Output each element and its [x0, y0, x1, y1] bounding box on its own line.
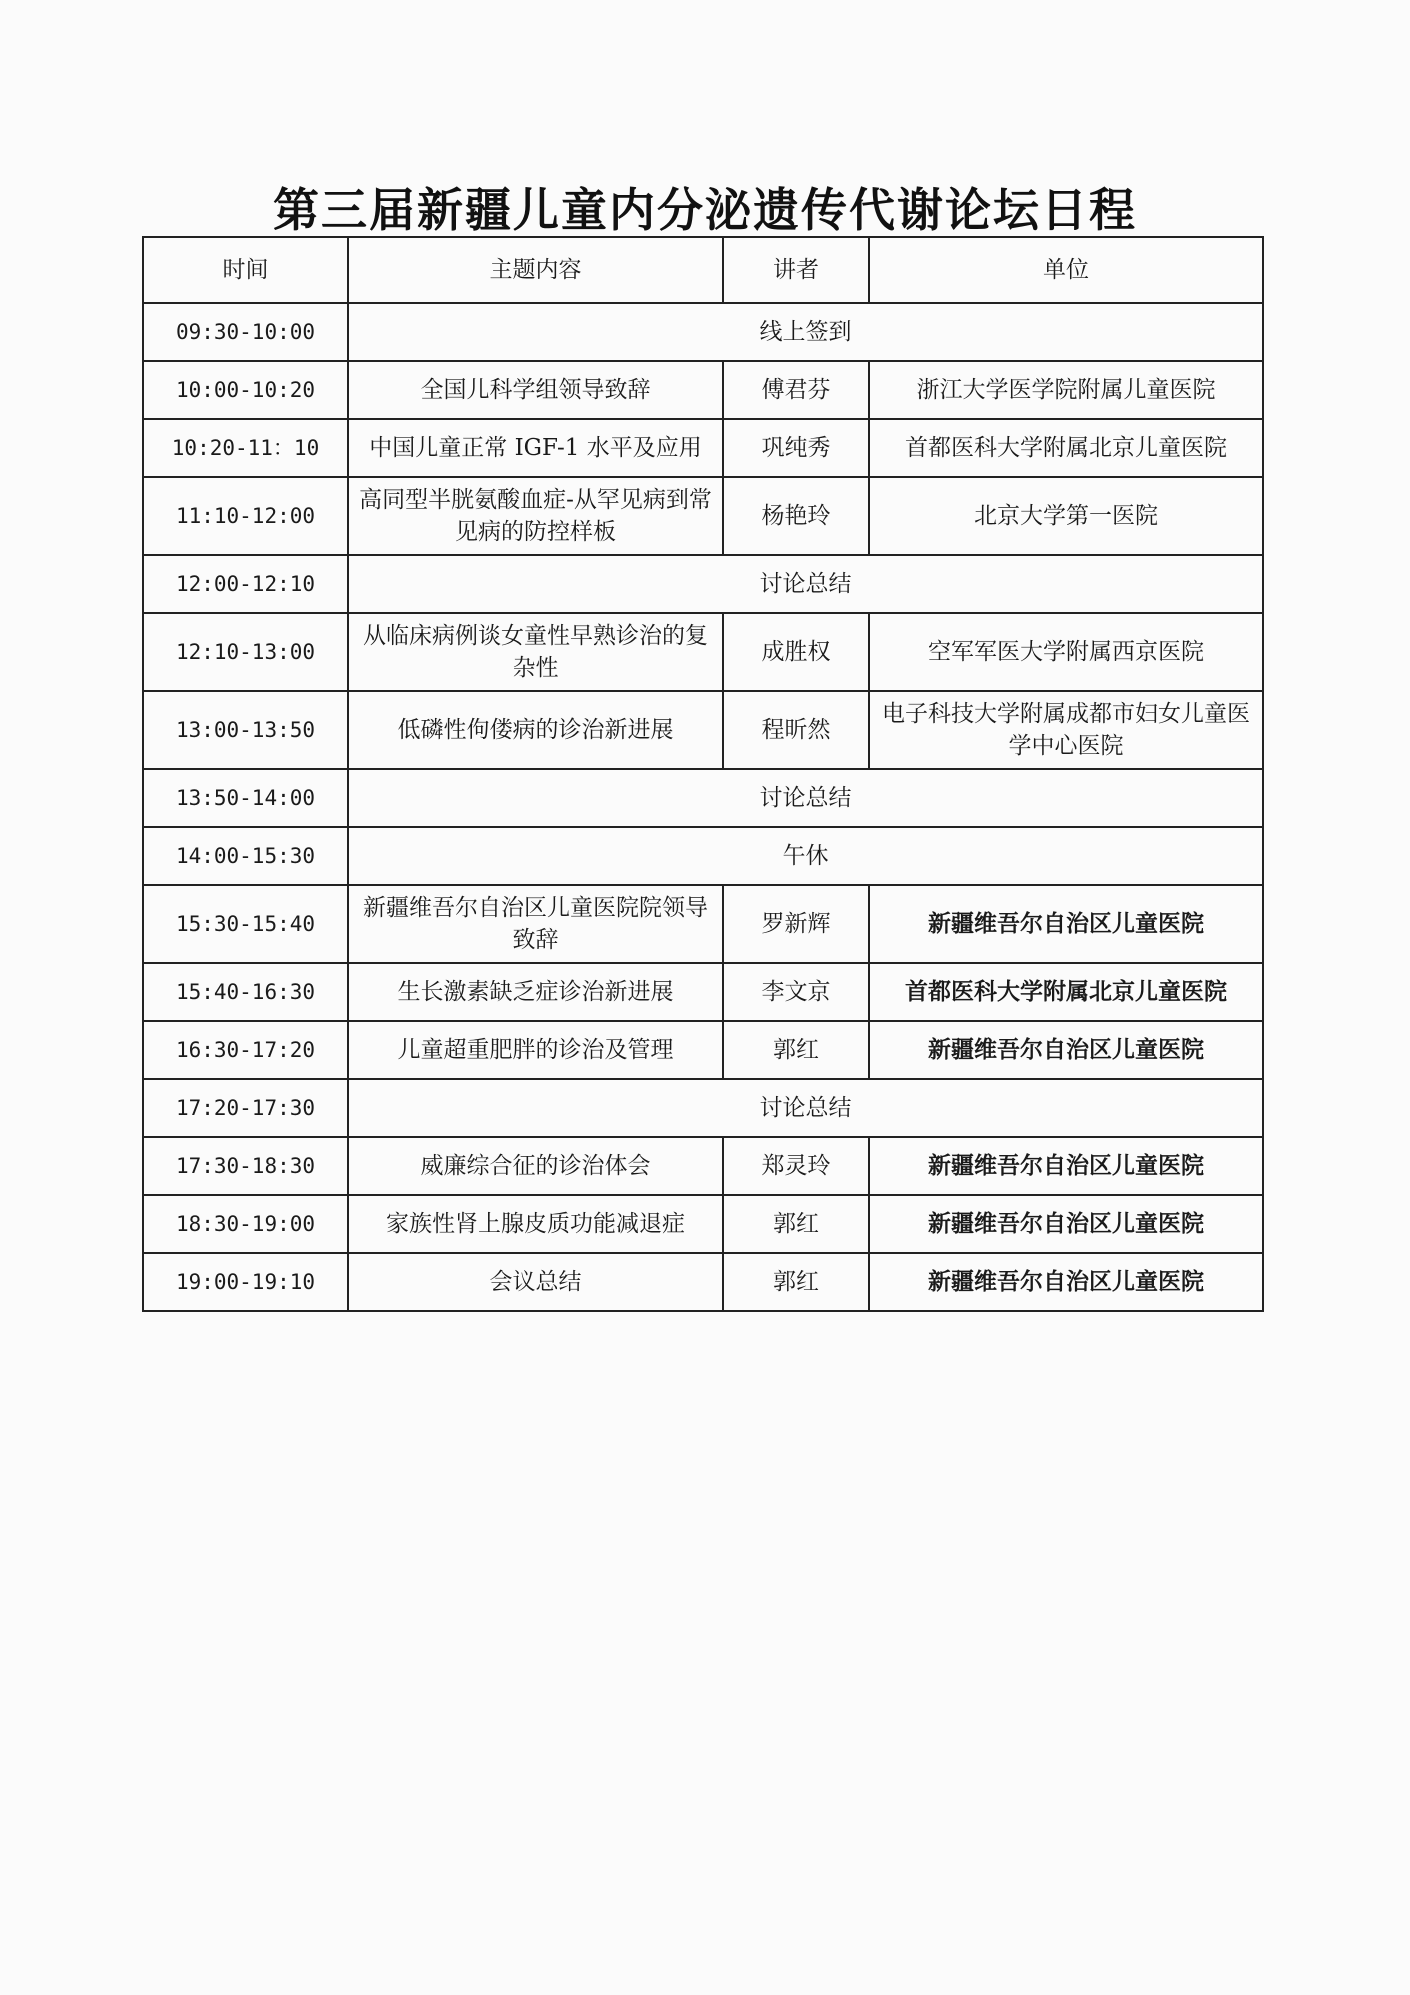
unit-cell: 新疆维吾尔自治区儿童医院: [869, 1021, 1263, 1079]
table-row: [143, 1195, 1263, 1253]
time-cell: 12:00-12:10: [143, 555, 348, 613]
table-row: [143, 477, 1263, 555]
speaker-cell: 巩纯秀: [723, 419, 869, 477]
time-cell: 17:20-17:30: [143, 1079, 348, 1137]
table-row: [143, 691, 1263, 769]
unit-cell: 新疆维吾尔自治区儿童医院: [869, 1195, 1263, 1253]
speaker-cell: 郭红: [723, 1253, 869, 1311]
table-row: [143, 555, 1263, 613]
session-cell: 午休: [348, 827, 1263, 885]
speaker-cell: 傅君芬: [723, 361, 869, 419]
table-row: [143, 1079, 1263, 1137]
topic-cell: 会议总结: [348, 1253, 723, 1311]
header-row: [143, 237, 1263, 303]
unit-cell: 新疆维吾尔自治区儿童医院: [869, 1253, 1263, 1311]
time-cell: 15:40-16:30: [143, 963, 348, 1021]
time-cell: 19:00-19:10: [143, 1253, 348, 1311]
session-cell: 线上签到: [348, 303, 1263, 361]
header-topic: 主题内容: [348, 237, 723, 303]
topic-cell: 儿童超重肥胖的诊治及管理: [348, 1021, 723, 1079]
table-row: [143, 963, 1263, 1021]
speaker-cell: 程昕然: [723, 691, 869, 769]
table-row: [143, 613, 1263, 691]
topic-cell: 高同型半胱氨酸血症-从罕见病到常见病的防控样板: [348, 477, 723, 555]
unit-cell: 首都医科大学附属北京儿童医院: [869, 963, 1263, 1021]
time-cell: 10:20-11：10: [143, 419, 348, 477]
topic-cell: 从临床病例谈女童性早熟诊治的复杂性: [348, 613, 723, 691]
speaker-cell: 成胜权: [723, 613, 869, 691]
speaker-cell: 李文京: [723, 963, 869, 1021]
time-cell: 17:30-18:30: [143, 1137, 348, 1195]
header-time: 时间: [143, 237, 348, 303]
time-cell: 13:00-13:50: [143, 691, 348, 769]
table-row: [143, 1253, 1263, 1311]
speaker-cell: 杨艳玲: [723, 477, 869, 555]
topic-cell: 新疆维吾尔自治区儿童医院院领导致辞: [348, 885, 723, 963]
table-row: [143, 885, 1263, 963]
session-cell: 讨论总结: [348, 769, 1263, 827]
unit-cell: 浙江大学医学院附属儿童医院: [869, 361, 1263, 419]
speaker-cell: 罗新辉: [723, 885, 869, 963]
time-cell: 14:00-15:30: [143, 827, 348, 885]
page-title: 第三届新疆儿童内分泌遗传代谢论坛日程: [273, 183, 1137, 237]
speaker-cell: 郑灵玲: [723, 1137, 869, 1195]
unit-cell: 空军军医大学附属西京医院: [869, 613, 1263, 691]
table-row: [143, 769, 1263, 827]
unit-cell: 新疆维吾尔自治区儿童医院: [869, 1137, 1263, 1195]
table-row: [143, 419, 1263, 477]
topic-cell: 全国儿科学组领导致辞: [348, 361, 723, 419]
schedule-table: [142, 236, 1264, 1312]
unit-cell: 首都医科大学附属北京儿童医院: [869, 419, 1263, 477]
time-cell: 18:30-19:00: [143, 1195, 348, 1253]
topic-cell: 家族性肾上腺皮质功能减退症: [348, 1195, 723, 1253]
topic-cell: 威廉综合征的诊治体会: [348, 1137, 723, 1195]
topic-cell: 生长激素缺乏症诊治新进展: [348, 963, 723, 1021]
table-row: [143, 361, 1263, 419]
unit-cell: 电子科技大学附属成都市妇女儿童医学中心医院: [869, 691, 1263, 769]
header-unit: 单位: [869, 237, 1263, 303]
unit-cell: 北京大学第一医院: [869, 477, 1263, 555]
time-cell: 15:30-15:40: [143, 885, 348, 963]
speaker-cell: 郭红: [723, 1021, 869, 1079]
topic-cell: 低磷性佝偻病的诊治新进展: [348, 691, 723, 769]
time-cell: 12:10-13:00: [143, 613, 348, 691]
topic-cell: 中国儿童正常 IGF-1 水平及应用: [348, 419, 723, 477]
session-cell: 讨论总结: [348, 1079, 1263, 1137]
table-row: [143, 303, 1263, 361]
time-cell: 13:50-14:00: [143, 769, 348, 827]
speaker-cell: 郭红: [723, 1195, 869, 1253]
time-cell: 10:00-10:20: [143, 361, 348, 419]
table-row: [143, 827, 1263, 885]
header-speaker: 讲者: [723, 237, 869, 303]
session-cell: 讨论总结: [348, 555, 1263, 613]
table-row: [143, 1021, 1263, 1079]
time-cell: 16:30-17:20: [143, 1021, 348, 1079]
time-cell: 11:10-12:00: [143, 477, 348, 555]
time-cell: 09:30-10:00: [143, 303, 348, 361]
table-row: [143, 1137, 1263, 1195]
unit-cell: 新疆维吾尔自治区儿童医院: [869, 885, 1263, 963]
